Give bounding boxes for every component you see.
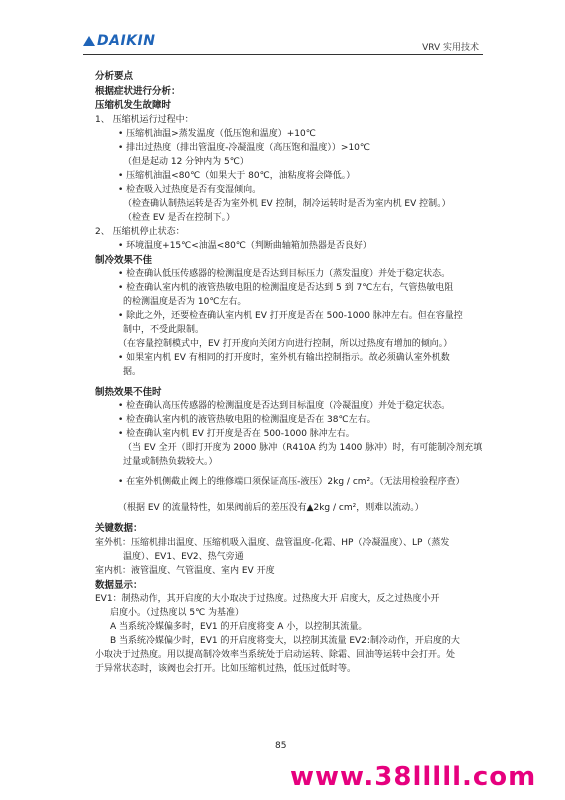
key-data-outdoor: 室外机：压缩机排出温度、压缩机吸入温度、盘管温度-化霜、HP（冷凝温度）、LP（蒸发	[95, 537, 450, 548]
section-heading: 制冷效果不佳	[95, 254, 153, 266]
note-text: （检查确认制热运转是否为室外机 EV 控制，制冷运转时是否为室内机 EV 控制。）	[123, 198, 451, 209]
bullet-continuation: 的检测温度是否为 10℃左右。	[123, 297, 247, 308]
key-data-outdoor-cont: 温度）、EV1、EV2、热气旁通	[123, 551, 244, 562]
bullet-item: • 压缩机油温>蒸发温度（低压饱和温度）+10℃	[118, 129, 316, 140]
header-title: VRV 实用技术	[422, 43, 479, 53]
bullet-item: • 检查确认室内机的液管热敏电阻的检测温度是否达到 5 到 7℃左右，气管热敏电阻	[118, 283, 454, 294]
section-heading: 根据症状进行分析：	[95, 85, 181, 97]
paragraph-line: 启度小。（过热度以 5℃ 为基准）	[110, 608, 245, 619]
note-text: （但是起动 12 分钟内为 5℃）	[123, 156, 249, 167]
bullet-item: • 检查确认室内机的液管热敏电阻的检测温度是否在 38℃左右。	[118, 415, 376, 426]
section-heading: 制热效果不佳时	[95, 386, 162, 398]
note-text: （检查 EV 是否在控制下。）	[123, 212, 236, 223]
page-number: 85	[275, 741, 287, 751]
key-data-indoor: 室内机：液管温度、气管温度、室内 EV 开度	[95, 565, 275, 576]
bullet-item: • 检查吸入过热度是否有变湿倾向。	[118, 184, 262, 195]
page-header	[0, 0, 565, 60]
note-text: （在容量控制模式中，EV 打开度向关闭方向进行控制，所以过热度有增加的倾向。）	[118, 338, 453, 349]
bullet-item: • 检查确认高压传感器的检测温度是否达到目标温度（冷凝温度）并处于稳定状态。	[118, 401, 451, 412]
bullet-item: • 检查确认低压传感器的检测温度是否达到目标压力（蒸发温度）并处于稳定状态。	[118, 269, 451, 280]
daikin-logo	[83, 33, 155, 49]
section-heading: 分析要点	[95, 71, 134, 82]
document-body	[95, 70, 495, 677]
bullet-item: • 压缩机油温<80℃（如果大于 80℃，油粘度将会降低。）	[118, 170, 356, 181]
section-heading: 压缩机发生故障时	[95, 100, 172, 112]
bullet-continuation: 据。	[123, 366, 142, 377]
note-text: （根据 EV 的流量特性，如果阀前后的差压没有▲2kg / cm²，则难以流动。）	[118, 503, 424, 514]
section-heading: 数据显示：	[95, 579, 143, 591]
paragraph-line: B 当系统冷媒偏少时，EV1 的开启度将变大，以控制其流量 EV2:制冷动作，开启度的大	[110, 636, 460, 647]
section-heading: 关键数据：	[95, 523, 143, 535]
bullet-item: • 除此之外，还要检查确认室内机 EV 打开度是否在 500-1000 脉冲左右。但在容量控	[118, 311, 463, 322]
header-divider	[83, 54, 483, 55]
paragraph-line: A 当系统冷媒偏多时，EV1 的开启度将变 A 小，以控制其流量。	[110, 622, 368, 633]
bullet-item: • 如果室内机 EV 有相同的打开度时，室外机有输出控制指示。故必须确认室外机数	[118, 352, 450, 363]
note-text: （当 EV 全开（即打开度为 2000 脉冲（R410A 约为 1400 脉冲）时，有可能制冷剂充填	[123, 443, 483, 454]
paragraph-line: EV1：制热动作，其开启度的大小取决于过热度。过热度大开 启度大，反之过热度小开	[95, 594, 440, 605]
paragraph-line: 小取决于过热度。用以提高制冷效率当系统处于启动运转、除霜、回油等运转中会打开。处	[95, 650, 456, 661]
bullet-continuation: 制中，不受此限制。	[123, 325, 205, 335]
bullet-item: • 检查确认室内机 EV 打开度是否在 500-1000 脉冲左右。	[118, 429, 355, 440]
bullet-item: • 在室外机侧截止阀上的维修端口须保证高压-液压）2kg / cm²。（无法用检验程序查）	[118, 477, 465, 488]
list-item: 1、 压缩机运行过程中：	[95, 115, 194, 126]
bullet-item: • 环境温度+15℃<油温<80℃（判断曲轴箱加热器是否良好）	[118, 240, 372, 251]
paragraph-line: 于异常状态时，该阀也会打开。比如压缩机过热，低压过低时等。	[95, 663, 357, 674]
watermark-url: www.38lllll.com	[290, 762, 537, 792]
note-text: 过量或制热负载较大。）	[123, 457, 218, 468]
bullet-item: • 排出过热度（排出管温度-冷凝温度（高压饱和温度））>10℃	[118, 143, 371, 154]
logo-text: DAIKIN	[97, 33, 156, 49]
logo-mark-icon	[83, 36, 95, 46]
list-item: 2、 压缩机停止状态：	[95, 226, 185, 237]
